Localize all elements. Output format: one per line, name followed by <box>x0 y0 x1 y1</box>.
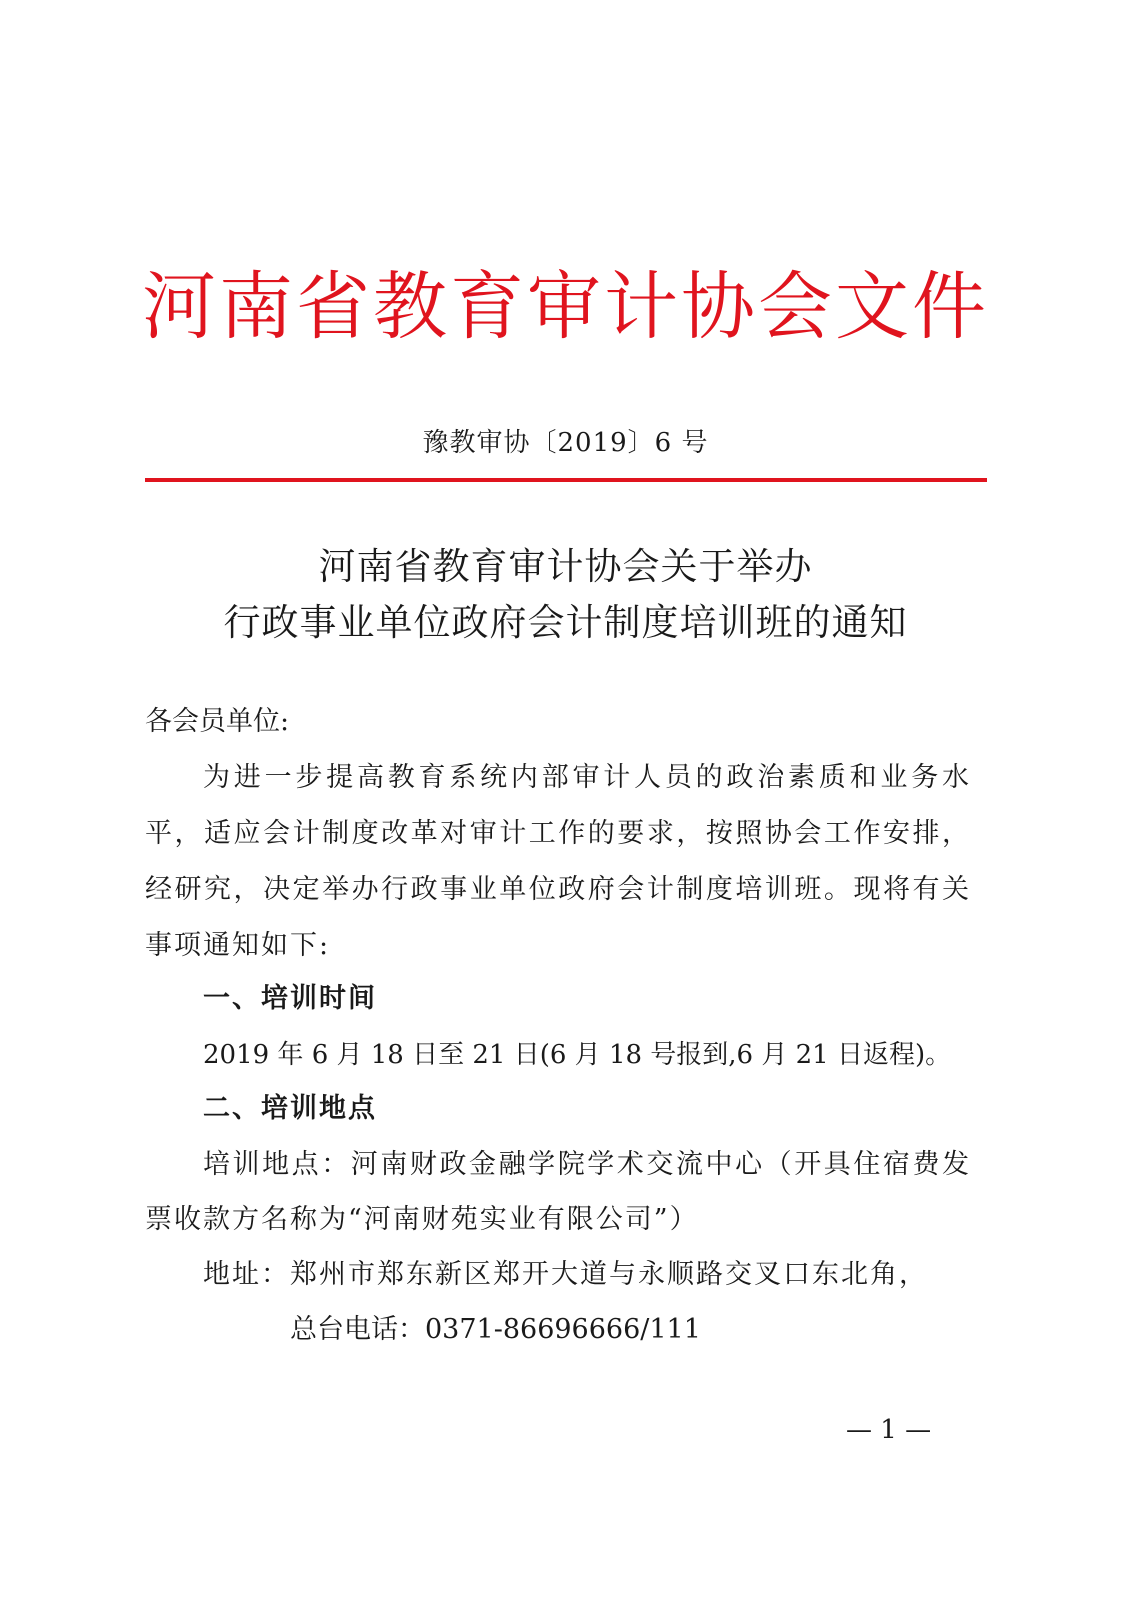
document-header-title: 河南省教育审计协会文件 <box>142 264 989 350</box>
training-place-line-1: 培训地点：河南财政金融学院学术交流中心（开具住宿费发 <box>203 1149 969 1180</box>
training-address: 地址：郑州市郑东新区郑开大道与永顺路交叉口东北角， <box>203 1259 928 1290</box>
salutation: 各会员单位: <box>145 706 290 737</box>
training-place-line-2: 票收款方名称为“河南财苑实业有限公司”） <box>145 1204 699 1235</box>
intro-line-2: 平，适应会计制度改革对审计工作的要求，按照协会工作安排， <box>145 818 969 849</box>
page-number: — 1 — <box>846 1415 932 1445</box>
front-desk-phone: 总台电话：0371-86696666/111 <box>290 1314 701 1345</box>
training-time-text: 2019 年 6 月 18 日至 21 日(6 月 18 号报到,6 月 21 日返程)。 <box>203 1040 952 1070</box>
section-heading-place: 二、培训地点 <box>203 1093 377 1124</box>
notice-title-line-1: 河南省教育审计协会关于举办 <box>318 545 813 588</box>
intro-line-3: 经研究，决定举办行政事业单位政府会计制度培训班。现将有关 <box>145 874 969 905</box>
intro-line-1: 为进一步提高教育系统内部审计人员的政治素质和业务水 <box>203 762 969 793</box>
document-number: 豫教审协〔2019〕6 号 <box>422 428 709 458</box>
intro-line-4: 事项通知如下: <box>145 930 331 961</box>
section-heading-time: 一、培训时间 <box>203 983 377 1014</box>
notice-title-line-2: 行政事业单位政府会计制度培训班的通知 <box>223 601 908 644</box>
red-divider-line <box>145 478 987 482</box>
